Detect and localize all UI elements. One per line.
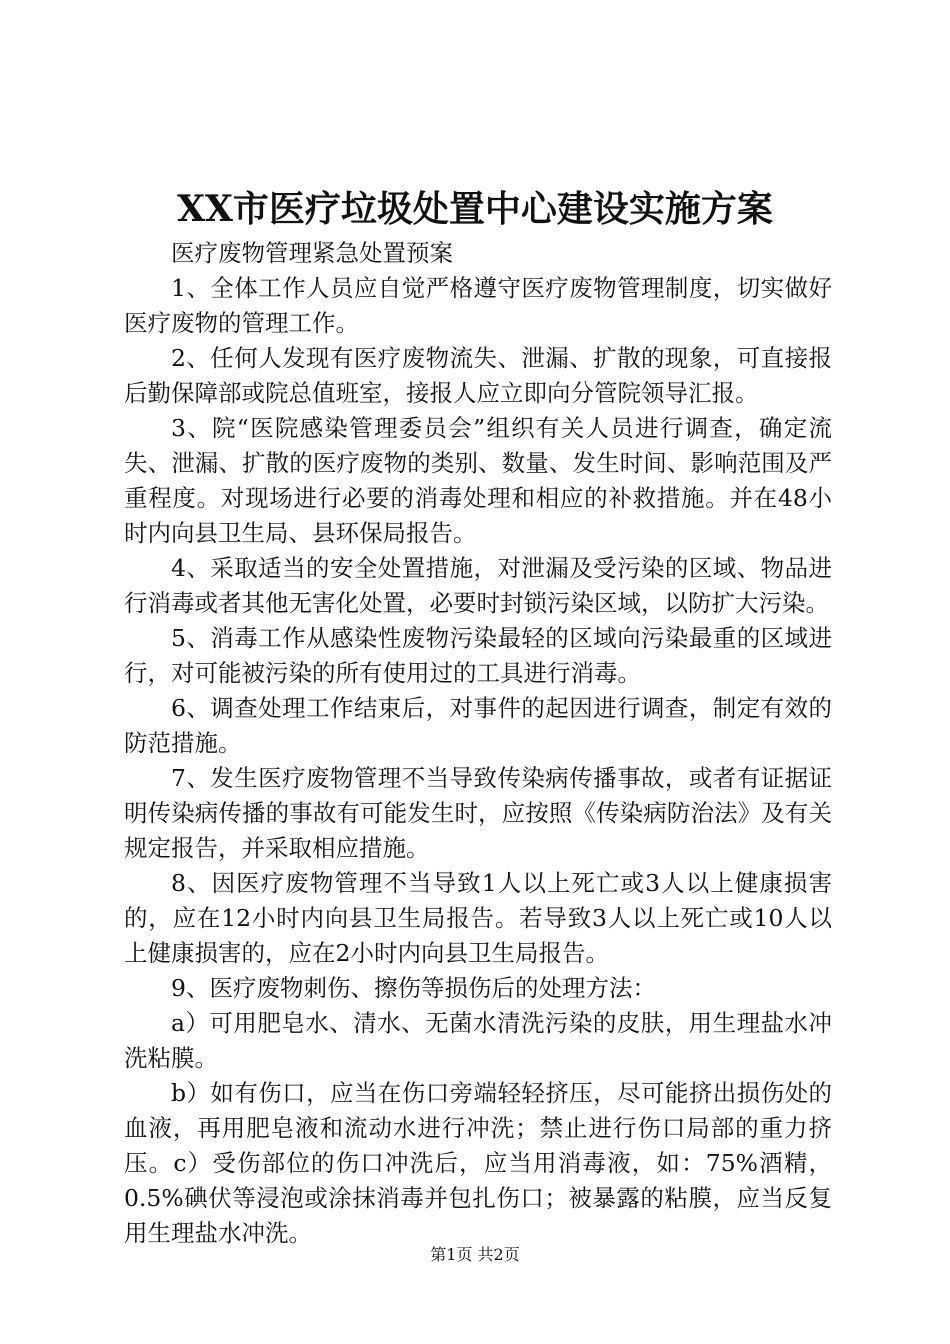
paragraph-9: 9、医疗废物刺伤、擦伤等损伤后的处理方法： <box>171 974 656 1002</box>
paragraph-6: 6、调查处理工作结束后，对事件的起因进行调查，制定有效的防范措施。 <box>124 694 832 757</box>
paragraph-heading: 医疗废物管理紧急处置预案 <box>171 239 453 267</box>
paragraph-9a: a）可用肥皂水、清水、无菌水清洗污染的皮肤，用生理盐水冲洗粘膜。 <box>124 1009 832 1072</box>
paragraph-1: 1、全体工作人员应自觉严格遵守医疗废物管理制度，切实做好医疗废物的管理工作。 <box>124 274 832 337</box>
paragraph-9b: b）如有伤口，应当在伤口旁端轻轻挤压，尽可能挤出损伤处的血液，再用肥皂液和流动水进行冲洗；禁止进行伤口局部的重力挤压。c）受伤部位的伤口冲洗后，应当用消毒液，如：75%酒精，0.5%碘伏等浸泡或涂抹消毒并包扎伤口；被暴露的粘膜，应当反复用生理盐水冲洗。 <box>124 1079 832 1247</box>
paragraph-2: 2、任何人发现有医疗废物流失、泄漏、扩散的现象，可直接报后勤保障部或院总值班室，接报人应立即向分管院领导汇报。 <box>124 344 832 407</box>
document-body <box>124 236 832 1251</box>
paragraph-4: 4、采取适当的安全处置措施，对泄漏及受污染的区域、物品进行消毒或者其他无害化处置，必要时封锁污染区域，以防扩大污染。 <box>124 554 832 617</box>
paragraph-3: 3、院“医院感染管理委员会”组织有关人员进行调查，确定流失、泄漏、扩散的医疗废物的类别、数量、发生时间、影响范围及严重程度。对现场进行必要的消毒处理和相应的补救措施。并在48小时内向县卫生局、县环保局报告。 <box>124 414 832 547</box>
paragraph-5: 5、消毒工作从感染性废物污染最轻的区域向污染最重的区域进行，对可能被污染的所有使用过的工具进行消毒。 <box>124 624 832 687</box>
document-title: XX市医疗垃圾处置中心建设实施方案 <box>177 188 773 230</box>
paragraph-8: 8、因医疗废物管理不当导致1人以上死亡或3人以上健康损害的，应在12小时内向县卫生局报告。若导致3人以上死亡或10人以上健康损害的，应在2小时内向县卫生局报告。 <box>124 869 832 967</box>
paragraph-7: 7、发生医疗废物管理不当导致传染病传播事故，或者有证据证明传染病传播的事故有可能发生时，应按照《传染病防治法》及有关规定报告，并采取相应措施。 <box>124 764 832 862</box>
page-number-footer: 第1页 共2页 <box>430 1245 520 1264</box>
